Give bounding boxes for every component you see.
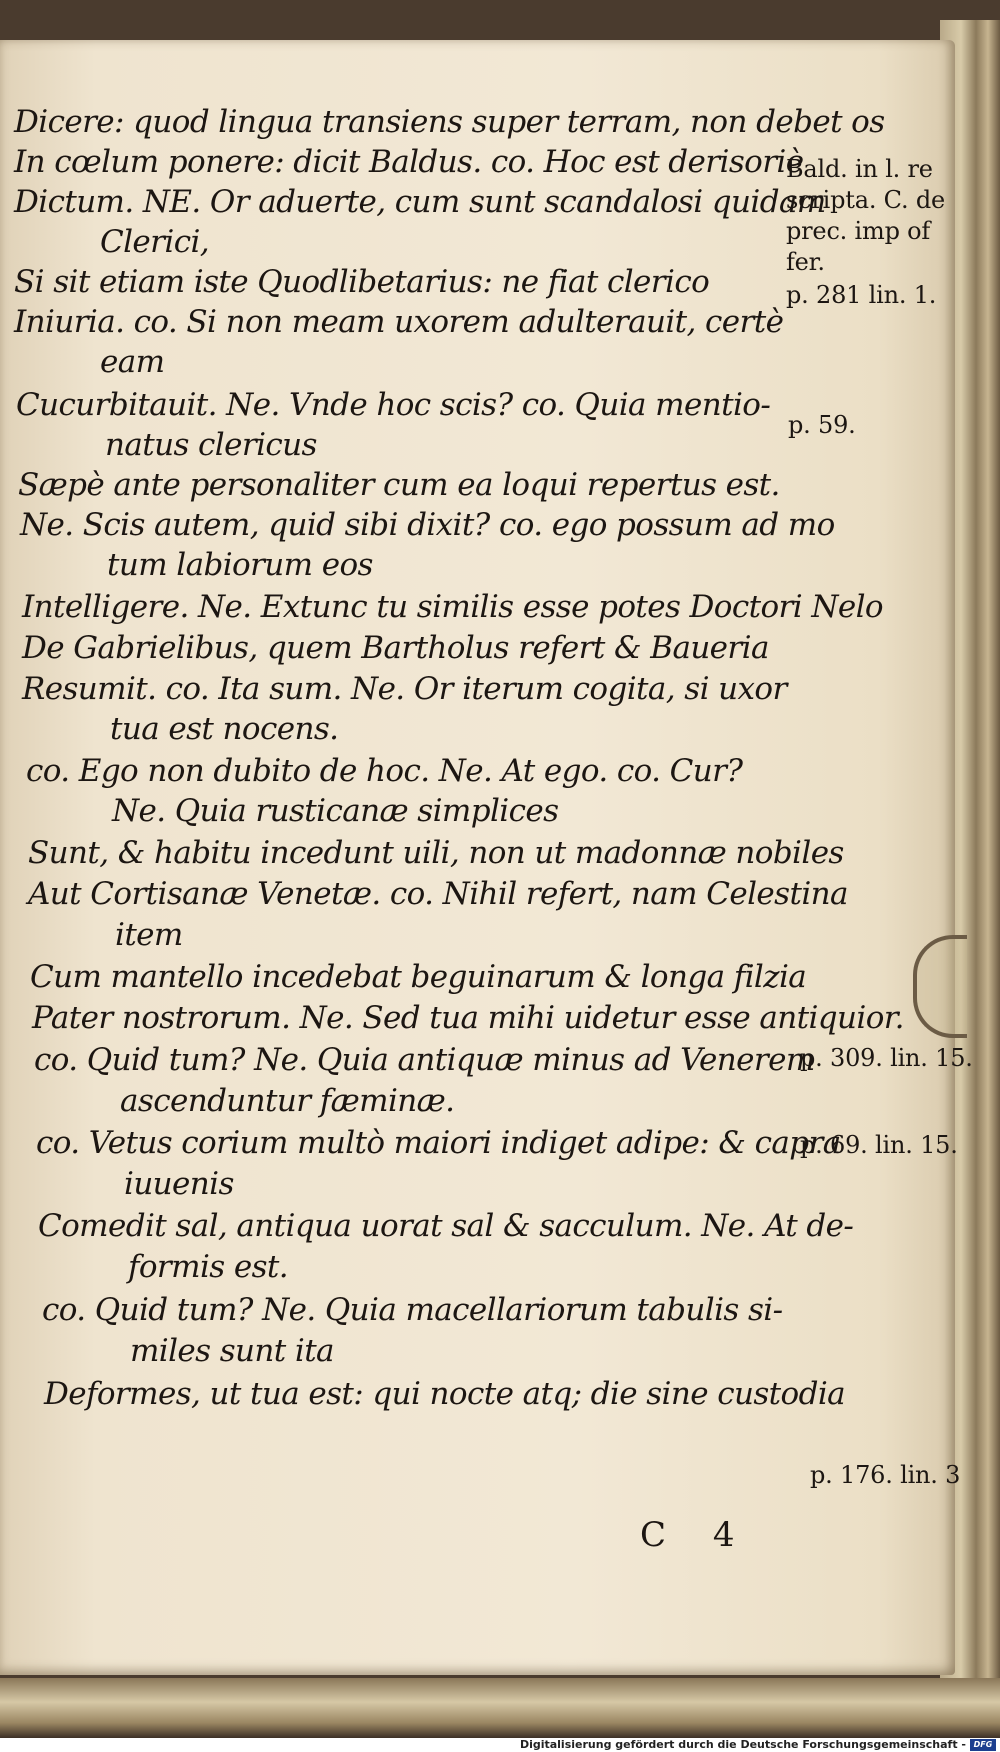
text-line: Deformes, ut tua est: qui nocte atq; die sine custodia: [44, 1376, 846, 1412]
text-line: tua est nocens.: [110, 711, 339, 747]
text-line: Resumit. co. Ita sum. Ne. Or iterum cogita, si uxor: [22, 671, 787, 707]
margin-note: p. 309. lin. 15.: [800, 1044, 973, 1072]
text-line: co. Ego non dubito de hoc. Ne. At ego. co. Cur?: [26, 753, 743, 789]
dfg-logo-icon: DFG: [970, 1739, 996, 1751]
text-line: item: [115, 917, 183, 953]
page-text-block: [0, 40, 973, 1675]
text-line: formis est.: [128, 1249, 288, 1285]
text-line: tum labiorum eos: [107, 547, 373, 583]
margin-note: fer.: [786, 248, 825, 276]
text-line: Iniuria. co. Si non meam uxorem adulterauit, certè: [14, 304, 784, 340]
margin-note: p. 59.: [788, 411, 856, 439]
text-line: natus clericus: [105, 427, 317, 463]
book-bottom-edge: [0, 1678, 1000, 1738]
book-page: [0, 40, 973, 1675]
text-line: In cœlum ponere: dicit Baldus. co. Hoc est derisoriè: [14, 144, 804, 180]
text-line: Intelligere. Ne. Extunc tu similis esse potes Doctori Nelo: [22, 589, 883, 625]
text-line: Comedit sal, antiqua uorat sal & sacculum. Ne. At de-: [38, 1208, 854, 1244]
margin-note: prec. imp of: [786, 217, 931, 245]
text-line: Cum mantello incedebat beguinarum & longa filzia: [30, 959, 807, 995]
text-line: co. Quid tum? Ne. Quia macellariorum tabulis si-: [42, 1292, 783, 1328]
margin-note: p. 176. lin. 3: [810, 1461, 961, 1489]
margin-note: scripta. C. de: [786, 186, 946, 214]
text-line: miles sunt ita: [130, 1333, 334, 1369]
text-line: Sæpè ante personaliter cum ea loqui repertus est.: [18, 467, 780, 503]
margin-note: p. 281 lin. 1.: [786, 281, 937, 309]
margin-note: Bald. in l. re: [786, 155, 933, 183]
text-line: Cucurbitauit. Ne. Vnde hoc scis? co. Quia mentio-: [16, 387, 771, 423]
text-line: Ne. Scis autem, quid sibi dixit? co. ego possum ad mo: [20, 507, 835, 543]
text-line: Sunt, & habitu incedunt uili, non ut madonnæ nobiles: [28, 835, 844, 871]
text-line: De Gabrielibus, quem Bartholus refert & Baueria: [22, 630, 769, 666]
text-line: Aut Cortisanæ Venetæ. co. Nihil refert, nam Celestina: [28, 876, 848, 912]
text-line: ascenduntur fæminæ.: [120, 1083, 455, 1119]
text-line: Ne. Quia rusticanæ simplices: [112, 793, 559, 829]
text-line: Dicere: quod lingua transiens super terram, non debet os: [14, 104, 885, 140]
text-line: Si sit etiam iste Quodlibetarius: ne fiat clerico: [14, 264, 710, 300]
margin-note: p. 69. lin. 15.: [800, 1131, 958, 1159]
text-line: iuuenis: [124, 1166, 234, 1202]
text-line: Clerici,: [100, 224, 210, 260]
funding-credit: Digitalisierung gefördert durch die Deutsche Forschungsgemeinschaft -: [519, 1738, 966, 1751]
text-line: Dictum. NE. Or aduerte, cum sunt scandalosi quidam: [14, 184, 826, 220]
text-line: eam: [100, 344, 165, 380]
text-line: Pater nostrorum. Ne. Sed tua mihi uidetur esse antiquior.: [32, 1000, 904, 1036]
footer-bar: [0, 1738, 1000, 1752]
signature-mark: C 4: [640, 1515, 753, 1555]
text-line: co. Vetus corium multò maiori indiget adipe: & capra: [36, 1125, 841, 1161]
text-line: co. Quid tum? Ne. Quia antiquæ minus ad Venerem: [34, 1042, 815, 1078]
